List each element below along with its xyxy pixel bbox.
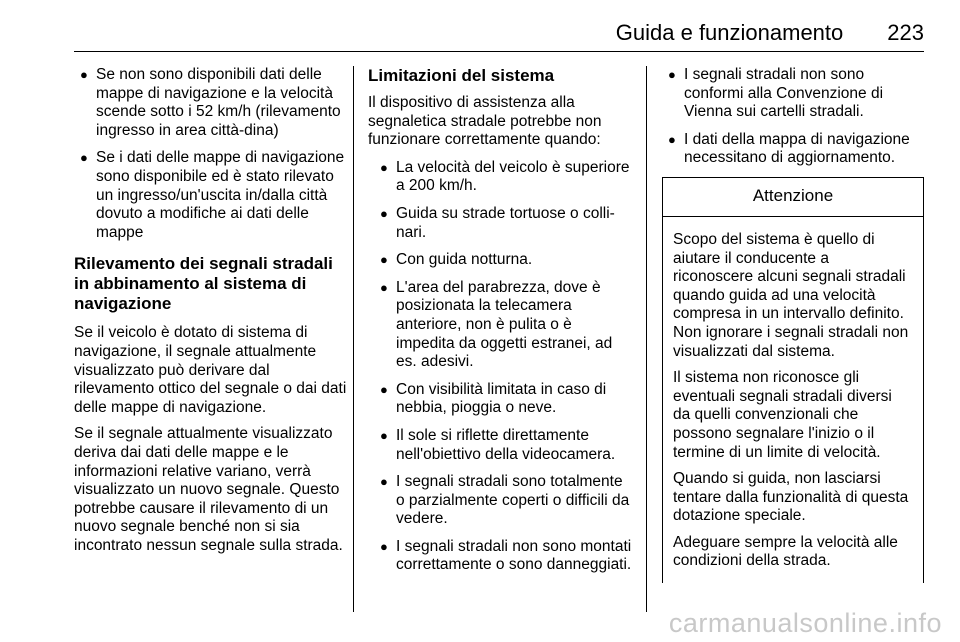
header-divider xyxy=(74,51,924,52)
list-item: ● Con visibilità limitata in caso di nebbia, pioggia o neve. xyxy=(380,380,607,417)
bullet-icon: ● xyxy=(668,67,676,82)
section-heading: Limitazioni del sistema xyxy=(368,66,555,85)
list-item: ● Se non sono disponibili dati delle mappe di navigazione e la velocità scende sotto i 52 km/h (rilevamento ingresso in area città-dina) xyxy=(80,66,341,139)
paragraph: Se il segnale attualmente visualizzato deriva dai dati delle mappe e le informazioni relative variano, verrà visualizzato un nuovo segnale. Questo potrebbe causare il rilevamento di un nuovo segnale benché non si sia incontrato nessun segnale sulla strada. xyxy=(74,425,343,554)
section-title: Guida e funzionamento xyxy=(615,20,844,45)
warning-body xyxy=(663,217,923,583)
warning-box xyxy=(662,177,924,583)
bullet-icon: ● xyxy=(80,150,88,166)
paragraph: Adeguare sempre la velocità alle condizioni della strada. xyxy=(673,533,898,570)
paragraph: Scopo del sistema è quello di aiutare il conducente a riconoscere alcuni segnali stradali quando guida ad una velocità compresa in un intervallo definito. Non ignorare i segnali stradali non visualizzati dal sistema. xyxy=(673,230,909,360)
list-item: ● Il sole si riflette direttamente nell'obiettivo della videocamera. xyxy=(380,426,616,463)
paragraph: Il dispositivo di assistenza alla segnaletica stradale potrebbe non funzionare correttamente quando: xyxy=(368,94,602,149)
bullet-icon: ● xyxy=(80,67,88,82)
paragraph: Quando si guida, non lasciarsi tentare dalla funzionalità di questa dotazione speciale. xyxy=(673,470,909,525)
section-heading: Rilevamento dei segnali stradali in abbinamento al sistema di navigazione xyxy=(74,254,333,314)
list-item: ● I dati della mappa di navigazione necessitano di aggiornamento. xyxy=(668,130,910,167)
list-item: ● L'area del parabrezza, dove è posizionata la telecamera anteriore, non è pulita o è impedita da oggetti estranei, ad es. adesivi. xyxy=(380,278,613,371)
column-divider-1 xyxy=(353,66,354,612)
bullet-icon: ● xyxy=(380,381,388,397)
bullet-icon: ● xyxy=(380,159,388,175)
list-item: ● Con guida notturna. xyxy=(380,251,533,269)
watermark: carmanualsonline.info xyxy=(668,608,942,638)
column-divider-2 xyxy=(646,66,647,612)
page-number: 223 xyxy=(887,20,924,45)
paragraph: Il sistema non riconosce gli eventuali segnali stradali diversi da quelli convenzionali che possono segnalare l'inizio o il termine di un limite di velocità. xyxy=(673,369,892,461)
bullet-icon: ● xyxy=(380,427,388,443)
list-item: ● I segnali stradali non sono montati correttamente o sono danneggiati. xyxy=(380,537,632,574)
list-item: ● Se i dati delle mappe di navigazione sono disponibile ed è stato rilevato un ingresso/un'uscita in/dalla città dovuto a modifiche ai dati delle mappe xyxy=(80,149,345,241)
list-item: ● La velocità del veicolo è superiore a 200 km/h. xyxy=(380,158,630,195)
page-header xyxy=(616,20,924,46)
column-3 xyxy=(662,66,924,583)
warning-title: Attenzione xyxy=(663,178,923,217)
column-1 xyxy=(74,66,350,563)
list-item: ● I segnali stradali non sono conformi alla Convenzione di Vienna sui cartelli stradali. xyxy=(668,66,884,121)
bullet-icon: ● xyxy=(380,252,388,268)
column-2 xyxy=(368,66,632,584)
bullet-icon: ● xyxy=(380,279,388,295)
bullet-icon: ● xyxy=(380,205,388,221)
list-item: ● I segnali stradali sono totalmente o parzialmente coperti o difficili da vedere. xyxy=(380,473,630,528)
bullet-icon: ● xyxy=(380,474,388,490)
bullet-icon: ● xyxy=(380,538,388,554)
list-item: ● Guida su strade tortuose o colli-nari. xyxy=(380,204,615,241)
paragraph: Se il veicolo è dotato di sistema di navigazione, il segnale attualmente visualizzato può derivare dal rilevamento ottico del segnale o dai dati delle mappe di navigazione. xyxy=(74,324,347,416)
bullet-icon: ● xyxy=(668,131,676,147)
